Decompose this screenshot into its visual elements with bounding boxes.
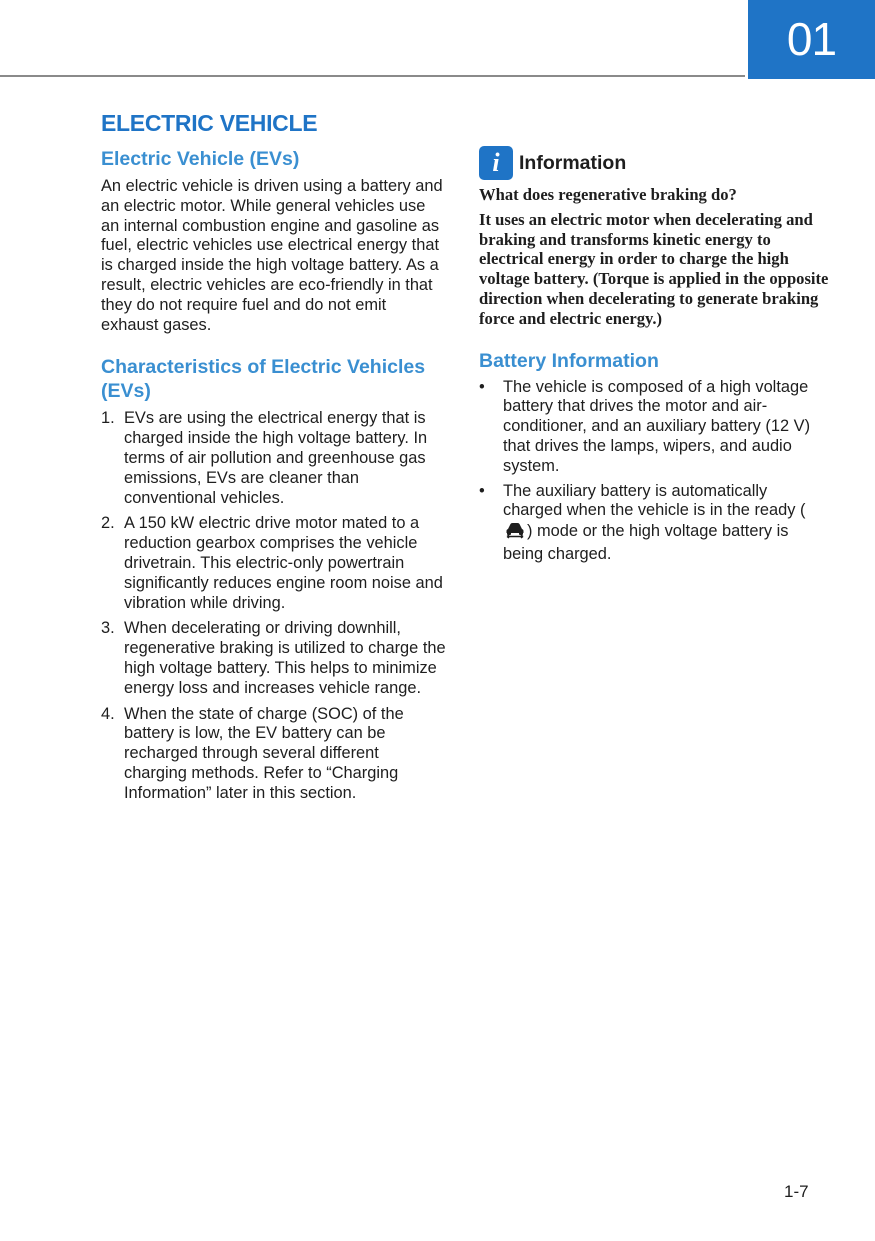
section-body-ev: An electric vehicle is driven using a battery and an electric motor. While general vehicles use an internal combustion engine and gasoline as fuel, electric vehicles use electrical energy that is charged inside the high voltage battery. As a result, electric vehicles are eco-friendly in that they do not require fuel and do not emit exhaust gases. — [101, 177, 443, 334]
characteristics-list — [101, 409, 446, 803]
battery-list — [479, 378, 829, 565]
left-column — [101, 110, 446, 810]
list-item — [479, 482, 829, 565]
list-item-number: 1. — [101, 409, 115, 428]
page-title: ELECTRIC VEHICLE — [101, 110, 318, 136]
header-rule — [0, 75, 745, 77]
list-item-text-start: The auxiliary battery is automatically charged when the vehicle is in the ready ( — [503, 481, 806, 520]
list-item-text-end: ) mode or the high voltage battery is being charged. — [503, 522, 789, 563]
list-item — [101, 409, 446, 508]
page-number: 1-7 — [784, 1182, 809, 1201]
right-column — [479, 145, 829, 570]
list-item-text: The vehicle is composed of a high voltage battery that drives the motor and air-conditioner, and an auxiliary battery (12 V) that drives the lamps, wipers, and audio system. — [503, 377, 811, 475]
bullet: • — [479, 377, 485, 396]
info-title: Information — [519, 151, 627, 174]
section-heading-battery: Battery Information — [479, 349, 659, 372]
list-item-number: 3. — [101, 619, 115, 638]
chapter-tab: 01 — [748, 0, 875, 79]
list-item-text: When the state of charge (SOC) of the battery is low, the EV battery can be recharged through several different charging methods. Refer to “Charging Information” later in this section. — [124, 704, 404, 802]
list-item — [101, 705, 446, 804]
list-item — [479, 378, 829, 477]
info-box-header — [479, 145, 829, 181]
list-item-number: 2. — [101, 514, 115, 533]
bullet: • — [479, 481, 485, 500]
section-heading-characteristics: Characteristics of Electric Vehicles (EVs) — [101, 356, 426, 403]
list-item-number: 4. — [101, 704, 115, 723]
list-item-text: EVs are using the electrical energy that is charged inside the high voltage battery. In terms of air pollution and greenhouse gas emissions, EVs are cleaner than conventional vehicles. — [124, 409, 428, 507]
list-item-text: A 150 kW electric drive motor mated to a reduction gearbox comprises the vehicle drivetrain. This electric-only powertrain significantly reduces engine room noise and vibration while driving. — [124, 514, 443, 612]
info-answer: It uses an electric motor when decelerating and braking and transforms kinetic energy to electrical energy in order to charge the high voltage battery. (Torque is applied in the opposite direction when decelerating to generate braking force and electric energy.) — [479, 209, 829, 328]
section-heading-ev: Electric Vehicle (EVs) — [101, 148, 300, 170]
list-item — [101, 619, 446, 698]
list-item-text: When decelerating or driving downhill, regenerative braking is utilized to charge the high voltage battery. This helps to minimize energy loss and increases vehicle range. — [124, 619, 446, 697]
list-item — [101, 514, 446, 613]
info-icon: i — [479, 146, 513, 180]
info-question: What does regenerative braking do? — [479, 185, 737, 204]
ready-car-icon — [504, 521, 526, 545]
